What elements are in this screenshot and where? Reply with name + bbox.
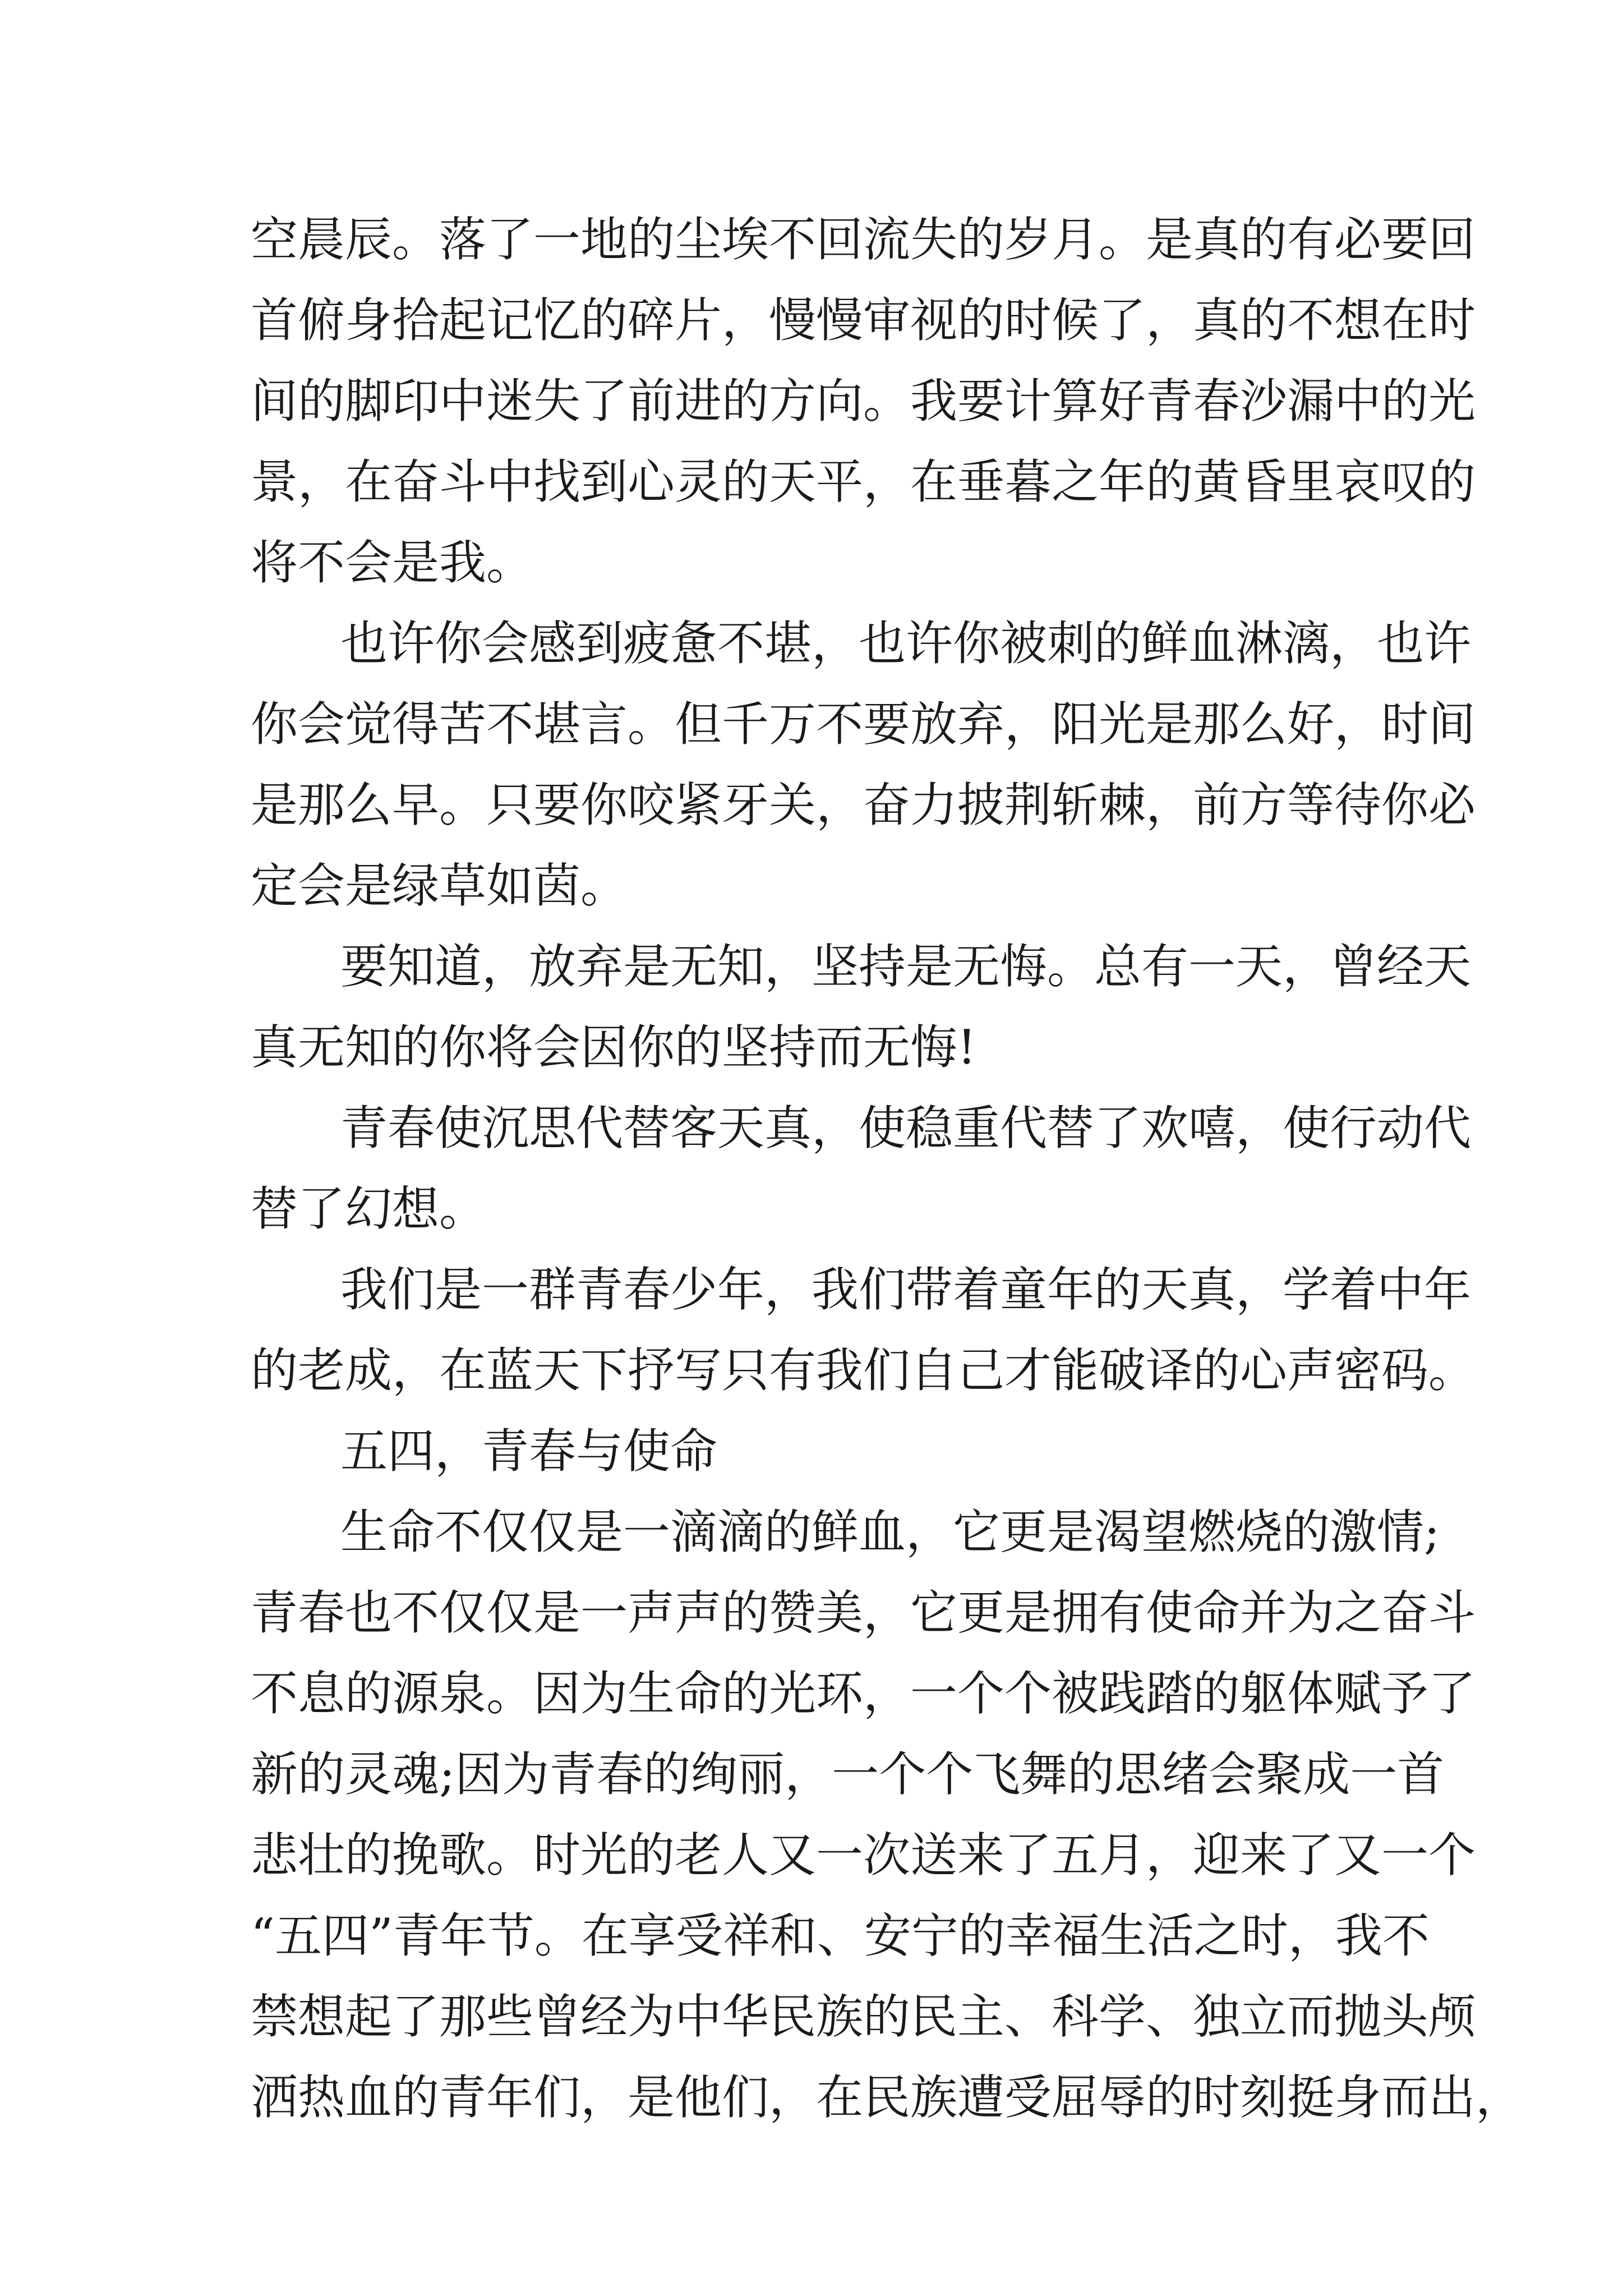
- paragraph: [251, 1492, 1523, 2138]
- text-line: 悲壮的挽歌。时光的老人又一次送来了五月，迎来了又一个: [251, 1828, 1476, 1883]
- text-line: 也许你会感到疲惫不堪，也许你被刺的鲜血淋漓，也许: [340, 616, 1472, 671]
- text-line: “五四”青年节。在享受祥和、安宁的幸福生活之时，我不: [251, 1908, 1430, 1963]
- paragraph: [251, 1249, 1476, 1411]
- text-line: 真无知的你将会因你的坚持而无悔!: [251, 1020, 976, 1075]
- paragraph: [251, 603, 1476, 926]
- text-line: 的老成，在蓝天下抒写只有我们自己才能破译的心声密码。: [251, 1343, 1476, 1398]
- text-line: 间的脚印中迷失了前进的方向。我要计算好青春沙漏中的光: [251, 374, 1476, 429]
- text-line: 禁想起了那些曾经为中华民族的民主、科学、独立而抛头颅: [251, 1989, 1476, 2044]
- text-line: 替了幻想。: [251, 1181, 487, 1236]
- text-line: 青春使沉思代替客天真，使稳重代替了欢嘻，使行动代: [340, 1101, 1472, 1156]
- paragraph: [251, 1088, 1472, 1249]
- paragraph: [251, 199, 1476, 603]
- text-line: 景，在奋斗中找到心灵的天平，在垂暮之年的黄昏里哀叹的: [251, 454, 1476, 509]
- text-line: 青春也不仅仅是一声声的赞美，它更是拥有使命并为之奋斗: [251, 1585, 1476, 1640]
- text-line: 你会觉得苦不堪言。但千万不要放弃，阳光是那么好，时间: [251, 697, 1476, 752]
- text-line: 空晨辰。落了一地的尘埃不回流失的岁月。是真的有必要回: [251, 212, 1476, 267]
- text-line: 五四，青春与使命: [340, 1424, 718, 1479]
- text-line: 定会是绿草如茵。: [251, 858, 628, 913]
- text-line: 生命不仅仅是一滴滴的鲜血，它更是渴望燃烧的激情;: [340, 1504, 1440, 1559]
- document-body: [251, 199, 1523, 2138]
- section-heading: [251, 1411, 1395, 1492]
- text-line: 首俯身拾起记忆的碎片，慢慢审视的时候了，真的不想在时: [251, 293, 1476, 348]
- text-line: 是那么早。只要你咬紧牙关，奋力披荆斩棘，前方等待你必: [251, 777, 1476, 832]
- text-line: 新的灵魂;因为青春的绚丽，一个个飞舞的思绪会聚成一首: [251, 1747, 1445, 1802]
- text-line: 洒热血的青年们，是他们，在民族遭受屈辱的时刻挺身而出，: [251, 2070, 1523, 2125]
- paragraph: [251, 926, 1472, 1088]
- text-line: 不息的源泉。因为生命的光环，一个个被践踏的躯体赋予了: [251, 1666, 1476, 1721]
- text-line: 将不会是我。: [251, 535, 534, 590]
- text-line: 我们是一群青春少年，我们带着童年的天真，学着中年: [340, 1262, 1472, 1317]
- text-line: 要知道，放弃是无知，坚持是无悔。总有一天，曾经天: [340, 939, 1472, 994]
